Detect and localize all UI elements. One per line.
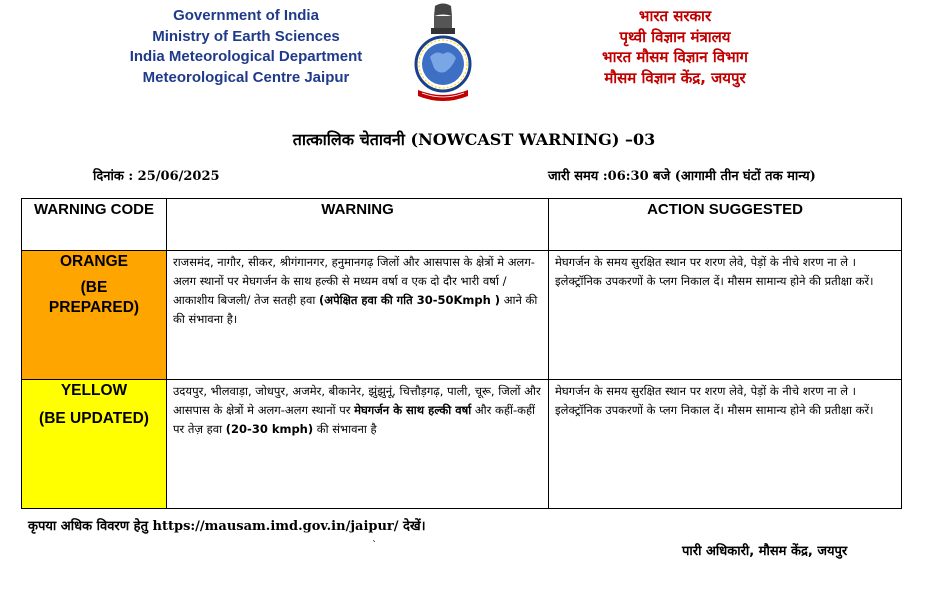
header-hi-line-4: मौसम विज्ञान केंद्र, जयपुर <box>604 68 746 87</box>
orange-code-label: ORANGE <box>59 253 129 270</box>
header-english <box>96 6 396 88</box>
orange-code-sub-2: PREPARED) <box>48 299 140 316</box>
details-prefix: कृपया अधिक विवरण हेतु <box>28 519 153 534</box>
orange-warning-plain: राजसमंद, नागौर, सीकर, श्रीगंगानगर, हनुमानगढ़ जिलों और आसपास के क्षेत्रों मे अलग-अलग स्थानों पर मेघगर्जन के साथ हल्की से मध्यम वर्षा व एक दो दौर भारी वर्षा /आकाशीय बिजली/ तेज सतही हवा <box>173 255 535 307</box>
details-link[interactable]: https://mausam.imd.gov.in/jaipur/ <box>152 519 399 534</box>
yellow-warning-wind: (20-30 kmph) <box>225 422 314 436</box>
header-warning-code: WARNING CODE <box>22 199 167 251</box>
header-en-line-3: India Meteorological Department <box>129 48 363 65</box>
yellow-warning-plain: उदयपुर, भीलवाड़ा, जोधपुर, अजमेर, बीकानेर, झुंझुनूं, चित्तौड़गढ़, पाली, चूरू, जिलों और आसपास के क्षेत्रों मे अलग-अलग स्थानों पर <box>173 384 541 417</box>
orange-warning-tail: आने की की संभावना है। <box>173 293 538 326</box>
header-warning: WARNING <box>167 199 549 251</box>
action-text-orange: मेघगर्जन के समय सुरक्षित स्थान पर शरण लेवे, पेड़ों के नीचे शरण ना ले । इलेक्ट्रॉनिक उपकरणों के प्लग निकाल दें। मौसम सामान्य होने की प्रतीक्षा करें। <box>549 251 902 380</box>
header-hi-line-2: पृथ्वी विज्ञान मंत्रालय <box>619 27 731 46</box>
warning-text-yellow <box>167 380 549 509</box>
warning-code-orange <box>22 251 167 380</box>
table-row-yellow <box>22 380 902 509</box>
warning-code-yellow <box>22 380 167 509</box>
yellow-warning-bold: मेघगर्जन के साथ हल्की वर्षा <box>354 403 472 417</box>
header-en-line-2: Ministry of Earth Sciences <box>152 27 340 45</box>
issue-date: दिनांक : 25/06/2025 <box>93 169 220 184</box>
yellow-warning-tail: और कहीं-कहीं पर तेज़ हवा <box>173 403 536 436</box>
header-en-line-1: Government of India <box>173 7 319 24</box>
yellow-code-label: YELLOW <box>60 382 128 399</box>
warning-text-orange <box>167 251 549 380</box>
orange-code-sub-1: (BE <box>80 279 108 296</box>
yellow-code-sub: (BE UPDATED) <box>39 410 149 427</box>
national-emblem-imd-logo <box>412 2 474 106</box>
table-row-orange <box>22 251 902 380</box>
header-en-line-4: Meteorological Centre Jaipur <box>142 68 350 86</box>
details-suffix: देखें। <box>398 519 426 534</box>
header-hi-line-3: भारत मौसम विज्ञान विभाग <box>602 48 748 66</box>
yellow-warning-tail-2: की संभावना है <box>313 422 377 436</box>
header-hindi <box>540 6 810 88</box>
header-hi-line-1: भारत सरकार <box>638 7 712 25</box>
details-note <box>28 516 426 534</box>
header-action-suggested: ACTION SUGGESTED <box>549 199 902 251</box>
issue-time: जारी समय :06:30 बजे (आगामी तीन घंटों तक मान्य) <box>548 169 816 184</box>
stray-mark: ` <box>372 540 377 551</box>
table-header-row <box>22 199 902 251</box>
orange-warning-wind: (अपेक्षित हवा की गति 30-50Kmph ) <box>319 293 501 307</box>
action-text-yellow: मेघगर्जन के समय सुरक्षित स्थान पर शरण लेवे, पेड़ों के नीचे शरण ना ले । इलेक्ट्रॉनिक उपकरणों के प्लग निकाल दें। मौसम सामान्य होने की प्रतीक्षा करें। <box>549 380 902 509</box>
page-title: तात्कालिक चेतावनी (NOWCAST WARNING) –03 <box>292 130 656 149</box>
warning-table <box>21 198 902 509</box>
duty-officer-signoff: पारी अधिकारी, मौसम केंद्र, जयपुर <box>682 544 848 559</box>
